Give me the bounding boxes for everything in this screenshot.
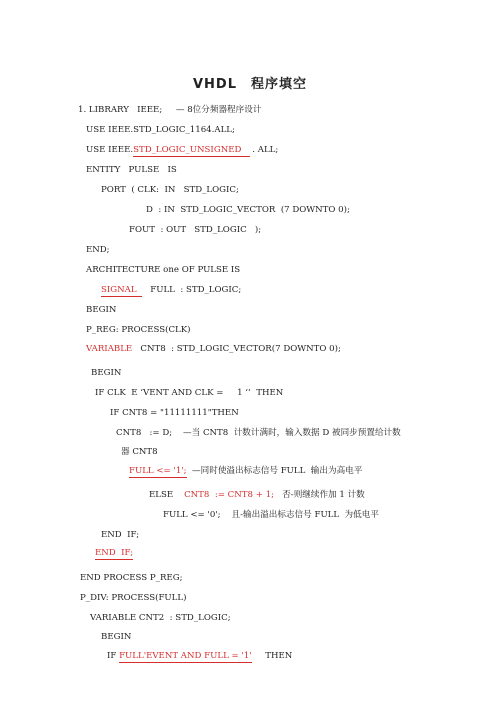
code-text: CNT8 : STD_LOGIC_VECTOR(7 DOWNTO 0); xyxy=(132,344,341,354)
page-title: VHDL 程序填空 xyxy=(192,77,308,92)
code-text: . ALL; xyxy=(249,145,279,155)
code-line xyxy=(101,631,131,643)
code-text: IF CLK E ‘VENT AND CLK = 1 ‘’ THEN xyxy=(95,388,284,398)
code-line xyxy=(80,592,186,604)
code-line xyxy=(86,343,341,355)
code-line xyxy=(101,284,241,296)
code-text: 1. LIBRARY IEEE; — 8位分频器程序设计 xyxy=(78,105,262,115)
code-line xyxy=(90,612,231,624)
code-text: USE IEEE.STD_LOGIC_1164.ALL; xyxy=(86,125,235,135)
code-text: BEGIN xyxy=(101,632,132,642)
code-line xyxy=(116,427,401,439)
filled-blank: END IF; xyxy=(95,548,134,558)
code-text: —同时使溢出标志信号 FULL 输出为高电平 xyxy=(186,466,363,476)
code-text: D : IN STD_LOGIC_VECTOR (7 DOWNTO 0); xyxy=(146,205,350,215)
answer-text: VARIABLE xyxy=(86,344,133,354)
code-line xyxy=(146,204,350,216)
code-text: VARIABLE CNT2 : STD_LOGIC; xyxy=(90,613,231,623)
code-line xyxy=(86,324,191,336)
code-line xyxy=(91,367,121,379)
code-line xyxy=(121,446,158,458)
code-text: IF xyxy=(107,651,120,661)
code-line xyxy=(101,529,139,541)
code-text: ENTITY PULSE IS xyxy=(86,165,177,175)
code-text: THEN xyxy=(251,651,293,661)
code-line xyxy=(95,547,133,559)
code-text: IF CNT8 = "11111111"THEN xyxy=(110,408,239,418)
code-text: FULL <= '0'; 且-输出溢出标志信号 FULL 为低电平 xyxy=(163,510,379,520)
code-text: PORT ( CLK: IN STD_LOGIC; xyxy=(101,185,239,195)
code-text: BEGIN xyxy=(86,305,117,315)
code-text: FOUT : OUT STD_LOGIC ); xyxy=(129,225,262,235)
code-line xyxy=(80,572,183,584)
code-text: END PROCESS P_REG; xyxy=(80,573,183,583)
code-text: P_DIV: PROCESS(FULL) xyxy=(80,593,187,603)
answer-text: CNT8 := CNT8 + 1; xyxy=(184,490,274,500)
code-text: END IF; xyxy=(101,530,140,540)
code-line xyxy=(95,387,283,399)
code-line xyxy=(101,184,239,196)
code-line xyxy=(86,164,177,176)
code-text: P_REG: PROCESS(CLK) xyxy=(86,325,191,335)
code-line xyxy=(110,407,239,419)
code-line xyxy=(86,144,278,156)
filled-blank: STD_LOGIC_UNSIGNED xyxy=(133,145,250,155)
code-text: 否-则继续作加 1 计数 xyxy=(274,490,365,500)
code-text: CNT8 := D; —当 CNT8 计数计满时，输入数据 D 被同步预置给计数 xyxy=(116,428,401,438)
filled-blank: FULL'EVENT AND FULL = '1' xyxy=(119,651,252,661)
code-text: BEGIN xyxy=(91,368,122,378)
code-text: USE IEEE. xyxy=(86,145,134,155)
code-line xyxy=(149,489,365,501)
code-line xyxy=(129,465,362,477)
filled-blank: SIGNAL xyxy=(101,285,143,295)
code-line xyxy=(129,224,261,236)
code-text: END; xyxy=(86,245,110,255)
code-line xyxy=(107,650,292,662)
code-line xyxy=(86,244,110,256)
code-text: ELSE xyxy=(149,490,185,500)
code-line xyxy=(78,104,261,116)
code-line xyxy=(163,509,379,521)
filled-blank: FULL <= '1'; xyxy=(129,466,187,476)
code-text: ARCHITECTURE one OF PULSE IS xyxy=(86,265,241,275)
code-line xyxy=(86,264,240,276)
code-line xyxy=(86,124,235,136)
code-text: FULL : STD_LOGIC; xyxy=(142,285,242,295)
code-text: 器 CNT8 xyxy=(121,447,158,457)
code-line xyxy=(86,304,116,316)
